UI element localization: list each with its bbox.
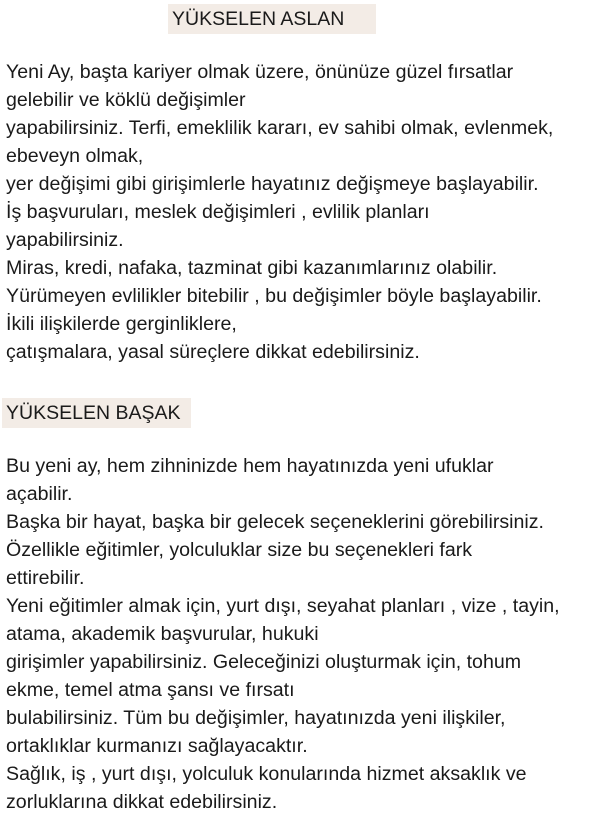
text-line: İş başvuruları, meslek değişimleri , evlilik planları	[6, 201, 430, 223]
section-body-yukselen-aslan	[6, 58, 598, 366]
text-line: çatışmalara, yasal süreçlere dikkat edebilirsiniz.	[6, 341, 420, 363]
text-line: Miras, kredi, nafaka, tazminat gibi kazanımlarınız olabilir.	[6, 257, 498, 279]
text-line: Yeni eğitimler almak için, yurt dışı, seyahat planları , vize , tayin,	[6, 595, 560, 617]
text-line: Başka bir hayat, başka bir gelecek seçeneklerini görebilirsiniz.	[6, 511, 545, 533]
text-line: yapabilirsiniz.	[6, 229, 124, 251]
text-line: ekme, temel atma şansı ve fırsatı	[6, 679, 295, 701]
text-line: ortaklıklar kurmanızı sağlayacaktır.	[6, 735, 308, 757]
text-line: Bu yeni ay, hem zihninizde hem hayatınızda yeni ufuklar	[6, 455, 494, 477]
text-line: atama, akademik başvurular, hukuki	[6, 623, 319, 645]
text-line: zorluklarına dikkat edebilirsiniz.	[6, 791, 278, 813]
text-line: ettirebilir.	[6, 567, 85, 589]
text-line: bulabilirsiniz. Tüm bu değişimler, hayatınızda yeni ilişkiler,	[6, 707, 506, 729]
text-line: girişimler yapabilirsiniz. Geleceğinizi oluşturmak için, tohum	[6, 651, 522, 673]
text-line: Sağlık, iş , yurt dışı, yolculuk konularında hizmet aksaklık ve	[6, 763, 527, 785]
section-heading-yukselen-aslan: YÜKSELEN ASLAN	[168, 4, 376, 34]
section-body-yukselen-basak	[6, 452, 598, 816]
text-line: İkili ilişkilerde gerginliklere,	[6, 313, 237, 335]
text-line: Yeni Ay, başta kariyer olmak üzere, önünüze güzel fırsatlar	[6, 61, 514, 83]
text-line: ebeveyn olmak,	[6, 145, 144, 167]
text-line: gelebilir ve köklü değişimler	[6, 89, 246, 111]
text-line: açabilir.	[6, 483, 73, 505]
text-line: yer değişimi gibi girişimlerle hayatınız değişmeye başlayabilir.	[6, 173, 539, 195]
text-line: Yürümeyen evlilikler bitebilir , bu değişimler böyle başlayabilir.	[6, 285, 542, 307]
text-line: Özellikle eğitimler, yolculuklar size bu seçenekleri fark	[6, 539, 473, 561]
text-line: yapabilirsiniz. Terfi, emeklilik kararı, ev sahibi olmak, evlenmek,	[6, 117, 554, 139]
section-heading-yukselen-basak: YÜKSELEN BAŞAK	[2, 398, 191, 428]
